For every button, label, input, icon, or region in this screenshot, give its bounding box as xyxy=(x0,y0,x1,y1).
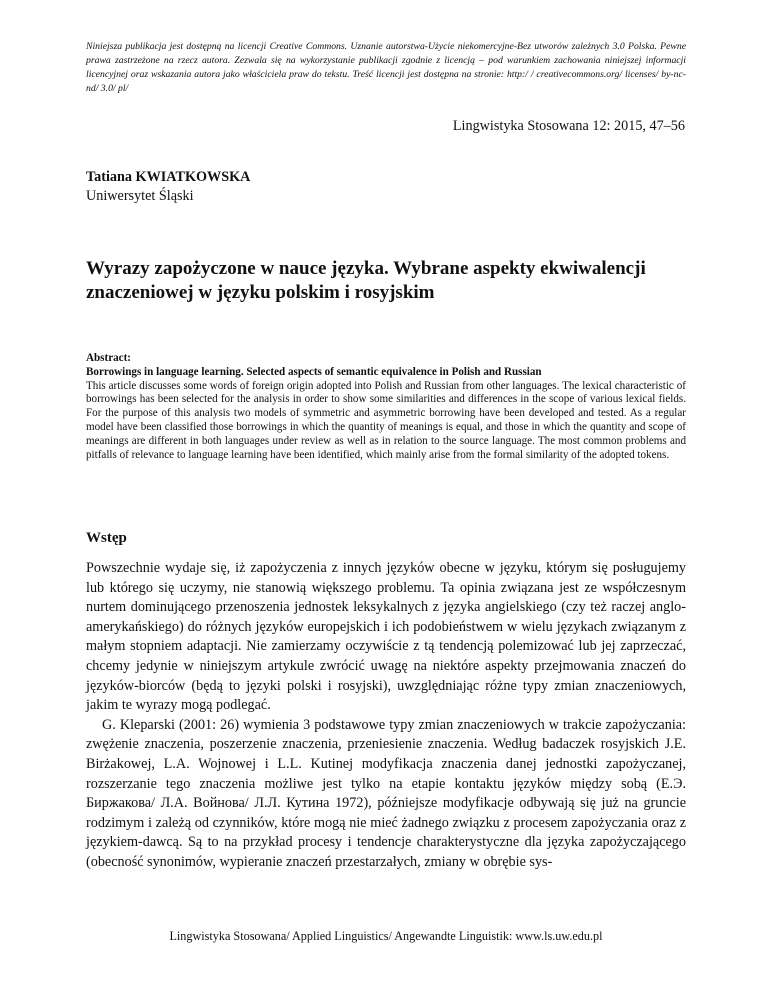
author-affiliation: Uniwersytet Śląski xyxy=(86,188,194,204)
paragraph: G. Kleparski (2001: 26) wymienia 3 podstawowe typy zmian znaczeniowych w trakcie zapożyczania: zwężenie znaczenia, poszerzenie znaczenia, przeniesienie znaczenia. Według badaczek rosyjskich J.E. Birżakowej, L.A. Wojnowej i L.L. Kutinej modyfikacja znaczenia danej jednostki zapożyczanej, rozszerzanie tego znaczenia możliwe jest tylko na etapie kontaktu języków między sobą (Е.Э. Биржакова/ Л.А. Войнова/ Л.Л. Кутина 1972), późniejsze modyfikacje odbywają się już na gruncie rodzimym i zależą od czynników, które mogą nie mieć żadnego związku z procesem zapożyczania oraz z językiem-dawcą. Są to na przykład procesy i tendencje charakterystyczne dla języka zapożyczającego (obecność synonimów, wypieranie znaczeń przestarzałych, zmiany w obrębie sys- xyxy=(86,716,686,870)
license-notice: Niniejsza publikacja jest dostępną na licencji Creative Commons. Uznanie autorstwa-Użycie niekomercyjne-Bez utworów zależnych 3.0 Polska. Pewne prawa zastrzeżone na rzecz autora. Zezwala się na wykorzystanie publikacji zgodnie z licencją – pod warunkiem zachowania niniejszej informacji licencyjnej oraz wskazania autora jako właściciela praw do tekstu. Treść licencji jest dostępna na stronie: http:/ / creativecommons.org/ licenses/ by-nc-nd/ 3.0/ pl/ xyxy=(86,41,686,94)
author-name: Tatiana KWIATKOWSKA xyxy=(86,169,251,185)
page-footer: Lingwistyka Stosowana/ Applied Linguistics/ Angewandte Linguistik: www.ls.uw.edu.pl xyxy=(169,929,603,943)
paragraph: Powszechnie wydaje się, iż zapożyczenia z innych języków obecne w języku, którym się posługujemy lub którego się uczymy, nie stanowią większego problemu. Ta opinia związana jest ze współczesnym nurtem dominującego przenoszenia jednostek leksykalnych z języka angielskiego (czy też raczej anglo-amerykańskiego) do różnych języków europejskich i ich podobieństwem w wielu językach związanym z małym stopniem adaptacji. Nie zamierzamy oczywiście z tą tendencją polemizować lub jej zaprzeczać, chcemy jedynie w niniejszym artykule zwrócić uwagę na niektóre aspekty przejmowania znaczeń do języków-biorców (będą to języki polski i rosyjski), uwzględniając różne typy zmian znaczeniowych, jakim te wyrazy mogą podlegać. xyxy=(86,560,686,714)
section-heading: Wstęp xyxy=(86,530,127,546)
author-block xyxy=(86,168,250,206)
abstract-heading: Borrowings in language learning. Selected aspects of semantic equivalence in Polish and Russian xyxy=(86,365,542,378)
abstract-block xyxy=(86,352,686,462)
journal-reference: Lingwistyka Stosowana 12: 2015, 47–56 xyxy=(452,118,685,134)
abstract-text: This article discusses some words of foreign origin adopted into Polish and Russian from other languages. The lexical characteristic of borrowings has been selected for the analysis in order to show some similarities and differences in the scope of various lexical fields. For the purpose of this analysis two models of symmetric and asymmetric borrowing have been developed and tested. As a regular model have been classified those borrowings in which the quantity of meanings is equal, and those in which the quantity and scope of meanings are different in both languages under review as well as in relation to the source language. The most common problems and pitfalls of relevance to language learning have been identified, which mainly arise from the formal similarity of the adopted tokens. xyxy=(86,379,686,461)
paper-title: Wyrazy zapożyczone w nauce języka. Wybrane aspekty ekwiwalencji znaczeniowej w języku polskim i rosyjskim xyxy=(86,258,646,303)
abstract-label: Abstract: xyxy=(86,352,131,364)
body-text xyxy=(86,559,686,873)
